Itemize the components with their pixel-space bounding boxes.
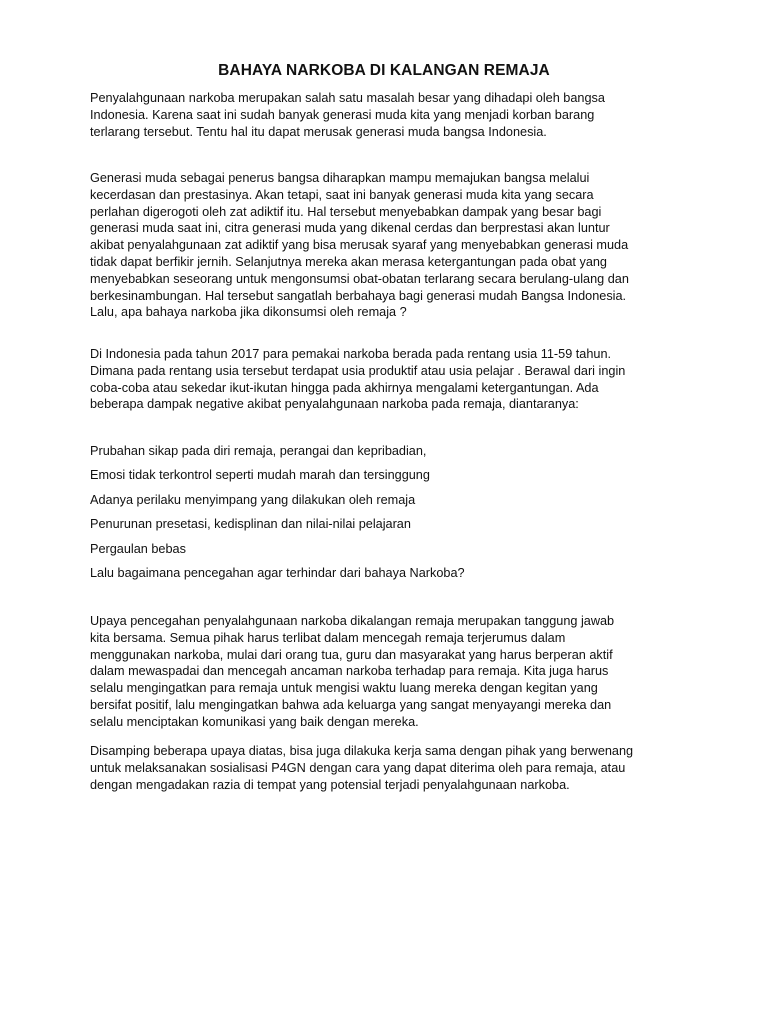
paragraph-generasi-muda (90, 170, 690, 321)
question-line: Lalu bagaimana pencegahan agar terhindar dari bahaya Narkoba? (90, 566, 465, 580)
text-line: Upaya pencegahan penyalahgunaan narkoba dikalangan remaja merupakan tanggung jawab (90, 614, 615, 628)
text-line: tidak dapat berfikir jernih. Selanjutnya mereka akan merasa ketergantungan pada obat yang (90, 254, 607, 269)
text-line: untuk melaksanakan sosialisasi P4GN dengan cara yang dapat diterima oleh para remaja, atau (90, 760, 626, 775)
text-line: bersifat positif, lalu mengingatkan bahwa ada keluarga yang sangat menyayangi mereka dan (90, 697, 612, 712)
text-line: selalu menciptakan komunikasi yang baik dengan mereka. (90, 714, 419, 729)
paragraph-pencegahan (90, 613, 690, 731)
text-line: dengan mengadakan razia di tempat yang potensial terjadi penyalahgunaan narkoba. (90, 777, 570, 792)
text-line: Indonesia. Karena saat ini sudah banyak generasi muda kita yang menjadi korban barang (90, 107, 595, 122)
text-line: generasi muda saat ini, citra generasi muda yang dikenal cerdas dan berprestasi akan luntur (90, 221, 610, 236)
text-line: selalu mengingatkan para remaja untuk mengisi waktu luang mereka dengan kegitan yang (90, 681, 598, 696)
paragraph-kerja-sama (90, 743, 690, 793)
text-line: coba-coba atau sekedar ikut-ikutan hingga pada akhirnya mengalami ketergantungan. Ada (90, 380, 599, 395)
impact-item: Emosi tidak terkontrol seperti mudah marah dan tersinggung (90, 468, 430, 482)
text-line: Disamping beberapa upaya diatas, bisa juga dilakuka kerja sama dengan pihak yang berwenang (90, 744, 634, 758)
text-line: kita bersama. Semua pihak harus terlibat dalam mencegah remaja terjerumus dalam (90, 630, 566, 645)
text-line: dalam mewaspadai dan mencegah ancaman narkoba terhadap para remaja. Kita juga harus (90, 664, 609, 679)
text-line: Dimana pada rentang usia tersebut terdapat usia produktif atau usia pelajar . Berawal dari ingin (90, 363, 626, 378)
paragraph-statistik (90, 346, 690, 413)
impact-item: Prubahan sikap pada diri remaja, perangai dan kepribadian, (90, 444, 427, 458)
impact-item: Adanya perilaku menyimpang yang dilakukan oleh remaja (90, 493, 416, 507)
text-line: akibat penyalahgunaan zat adiktif yang bisa merusak syaraf yang menyebabkan generasi muda (90, 238, 629, 253)
text-line: berkesinambungan. Hal tersebut sangatlah berbahaya bagi generasi mudah Bangsa Indonesia. (90, 288, 627, 303)
impact-item: Pergaulan bebas (90, 542, 186, 556)
text-line: menyebabkan seseorang untuk mengonsumsi obat-obatan terlarang secara berulang-ulang dan (90, 271, 629, 286)
text-line: Generasi muda sebagai penerus bangsa diharapkan mampu memajukan bangsa melalui (90, 171, 590, 185)
text-line: perlahan digerogoti oleh zat adiktif itu. Hal tersebut menyebabkan dampak yang besar bagi (90, 204, 602, 219)
text-line: menggunakan narkoba, mulai dari orang tua, guru dan masyarakat yang harus berperan aktif (90, 647, 613, 662)
text-line: Lalu, apa bahaya narkoba jika dikonsumsi oleh remaja ? (90, 305, 407, 320)
impact-item: Penurunan presetasi, kedisplinan dan nilai-nilai pelajaran (90, 517, 411, 531)
text-line: kecerdasan dan prestasinya. Akan tetapi, saat ini banyak generasi muda kita yang secara (90, 187, 594, 202)
paragraph-intro (90, 90, 690, 140)
text-line: beberapa dampak negative akibat penyalahgunaan narkoba pada remaja, diantaranya: (90, 397, 579, 412)
text-line: Penyalahgunaan narkoba merupakan salah satu masalah besar yang dihadapi oleh bangsa (90, 91, 605, 105)
text-line: Di Indonesia pada tahun 2017 para pemakai narkoba berada pada rentang usia 11-59 tahun. (90, 347, 612, 361)
document-title: BAHAYA NARKOBA DI KALANGAN REMAJA (218, 62, 550, 79)
text-line: terlarang tersebut. Tentu hal itu dapat merusak generasi muda bangsa Indonesia. (90, 124, 547, 139)
